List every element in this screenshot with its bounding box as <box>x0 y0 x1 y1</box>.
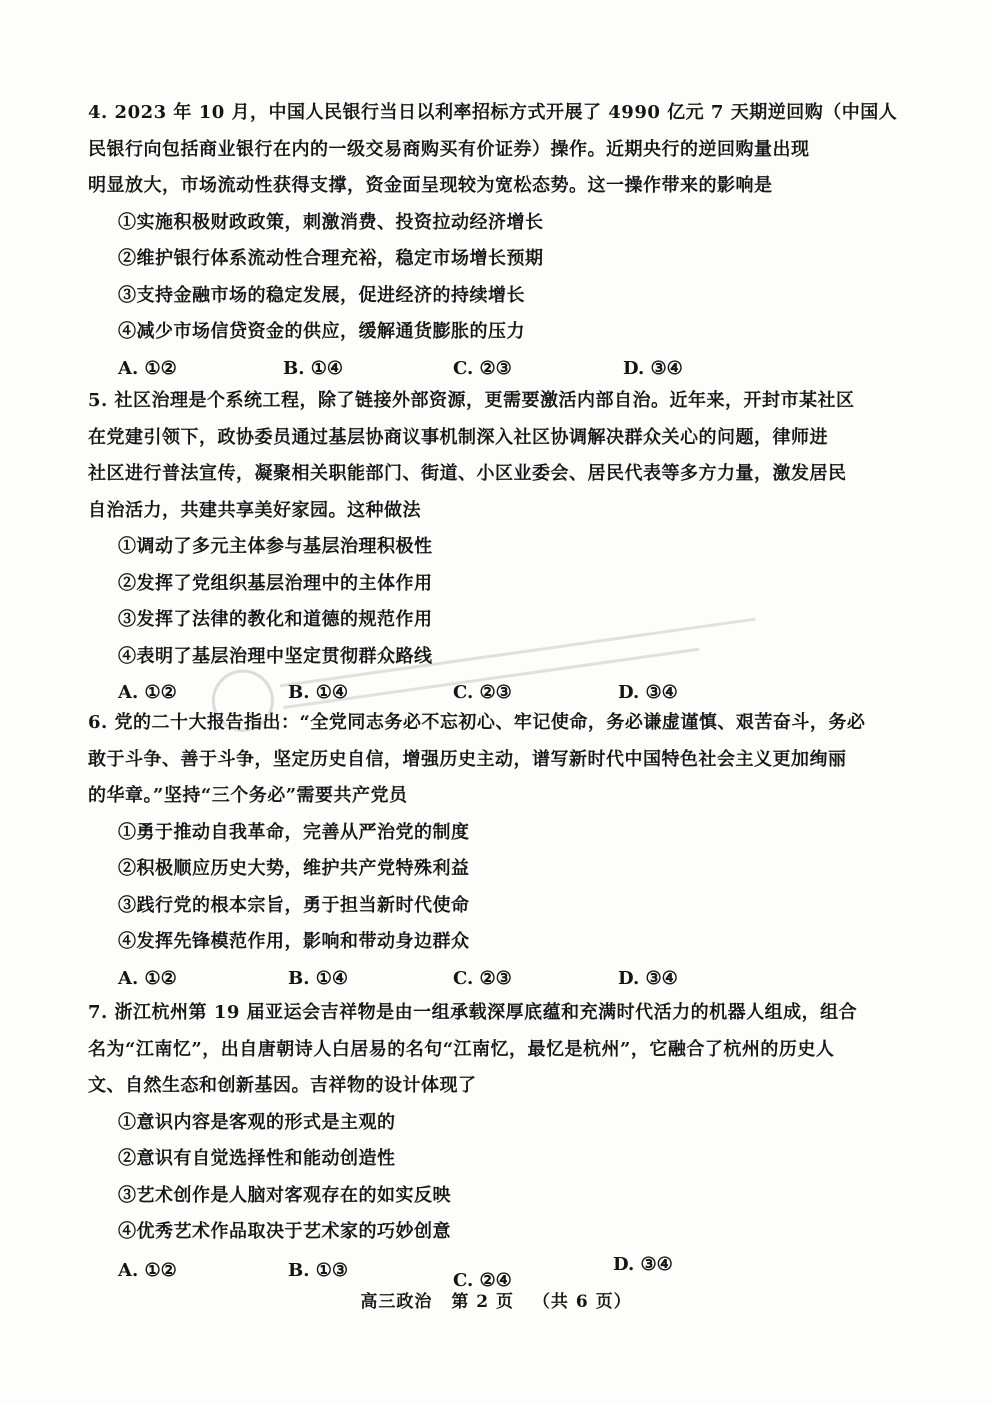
choice-c: C. ②③ <box>453 967 512 989</box>
question-stem-line: 明显放大，市场流动性获得支撑，资金面呈现较为宽松态势。这一操作带来的影响是 <box>88 175 773 196</box>
option-2: ②维护银行体系流动性合理充裕，稳定市场增长预期 <box>118 248 544 269</box>
option-4: ④减少市场信贷资金的供应，缓解通货膨胀的压力 <box>118 321 525 342</box>
option-1: ①意识内容是客观的形式是主观的 <box>118 1111 396 1133</box>
option-2: ②积极顺应历史大势，维护共产党特殊利益 <box>118 858 470 879</box>
question-stem-line: 6. 党的二十大报告指出：“全党同志务必不忘初心、牢记使命，务必谦虚谨慎、艰苦奋斗，务必 <box>88 712 866 733</box>
question-5 <box>88 383 898 711</box>
choice-a: A. ①② <box>118 357 177 379</box>
question-stem-line: 名为“江南忆”，出自唐朝诗人白居易的名句“江南忆，最忆是杭州”，它融合了杭州的历史人 <box>88 1038 835 1060</box>
choice-b: B. ①③ <box>288 1259 349 1281</box>
question-7 <box>88 995 898 1291</box>
choice-a: A. ①② <box>118 1259 177 1281</box>
choice-b: B. ①④ <box>288 967 349 989</box>
option-2: ②发挥了党组织基层治理中的主体作用 <box>118 572 433 594</box>
choice-b: B. ①④ <box>283 357 344 379</box>
choice-d: D. ③④ <box>618 682 678 703</box>
option-1: ①实施积极财政政策，刺激消费、投资拉动经济增长 <box>118 211 544 233</box>
choice-c: C. ②③ <box>453 682 512 703</box>
question-6 <box>88 705 898 997</box>
option-1: ①勇于推动自我革命，完善从严治党的制度 <box>118 821 470 843</box>
question-stem-line: 在党建引领下，政协委员通过基层协商议事机制深入社区协调解决群众关心的问题，律师进 <box>88 426 828 448</box>
option-3: ③艺术创作是人脑对客观存在的如实反映 <box>118 1184 451 1206</box>
footer-total-pages: （共 6 页） <box>532 1292 632 1312</box>
question-stem-line: 社区进行普法宣传，凝聚相关职能部门、街道、小区业委会、居民代表等多方力量，激发居民 <box>88 463 847 484</box>
choice-c: C. ②③ <box>453 357 512 379</box>
question-stem-line: 5. 社区治理是个系统工程，除了链接外部资源，更需要激活内部自治。近年来，开封市某社区 <box>88 390 855 411</box>
question-stem-line: 民银行向包括商业银行在内的一级交易商购买有价证券）操作。近期央行的逆回购量出现 <box>88 138 810 160</box>
option-3: ③践行党的根本宗旨，勇于担当新时代使命 <box>118 894 470 916</box>
answer-choices <box>118 961 898 997</box>
choice-d: D. ③④ <box>613 1253 673 1275</box>
answer-choices <box>118 351 898 387</box>
option-3: ③发挥了法律的教化和道德的规范作用 <box>118 609 433 630</box>
choice-d: D. ③④ <box>618 967 678 989</box>
question-stem-line: 敢于斗争、善于斗争，坚定历史自信，增强历史主动，谱写新时代中国特色社会主义更加绚丽 <box>88 748 847 770</box>
question-4 <box>88 95 898 387</box>
footer-page-number: 第 2 页 <box>451 1292 514 1312</box>
choice-a: A. ①② <box>118 682 177 703</box>
page-footer <box>0 1287 992 1312</box>
question-stem-line: 的华章。”坚持“三个务必”需要共产党员 <box>88 785 408 806</box>
choice-d: D. ③④ <box>623 357 683 379</box>
answer-choices <box>118 1251 898 1291</box>
option-4: ④表明了基层治理中坚定贯彻群众路线 <box>118 645 433 667</box>
question-stem-line: 7. 浙江杭州第 19 届亚运会吉祥物是由一组承载深厚底蕴和充满时代活力的机器人组成，组合 <box>88 1002 858 1023</box>
question-stem-line: 文、自然生态和创新基因。吉祥物的设计体现了 <box>88 1075 477 1096</box>
option-1: ①调动了多元主体参与基层治理积极性 <box>118 536 433 557</box>
option-2: ②意识有自觉选择性和能动创造性 <box>118 1148 396 1169</box>
option-3: ③支持金融市场的稳定发展，促进经济的持续增长 <box>118 284 525 306</box>
question-stem-line: 4. 2023 年 10 月，中国人民银行当日以利率招标方式开展了 4990 亿元 7 天期逆回购（中国人 <box>88 102 898 123</box>
option-4: ④发挥先锋模范作用，影响和带动身边群众 <box>118 931 470 952</box>
choice-a: A. ①② <box>118 967 177 989</box>
footer-subject: 高三政治 <box>360 1292 433 1312</box>
option-4: ④优秀艺术作品取决于艺术家的巧妙创意 <box>118 1221 451 1242</box>
choice-b: B. ①④ <box>288 682 349 703</box>
choice-c: C. ②④ <box>453 1269 512 1291</box>
question-stem-line: 自治活力，共建共享美好家园。这种做法 <box>88 499 421 521</box>
